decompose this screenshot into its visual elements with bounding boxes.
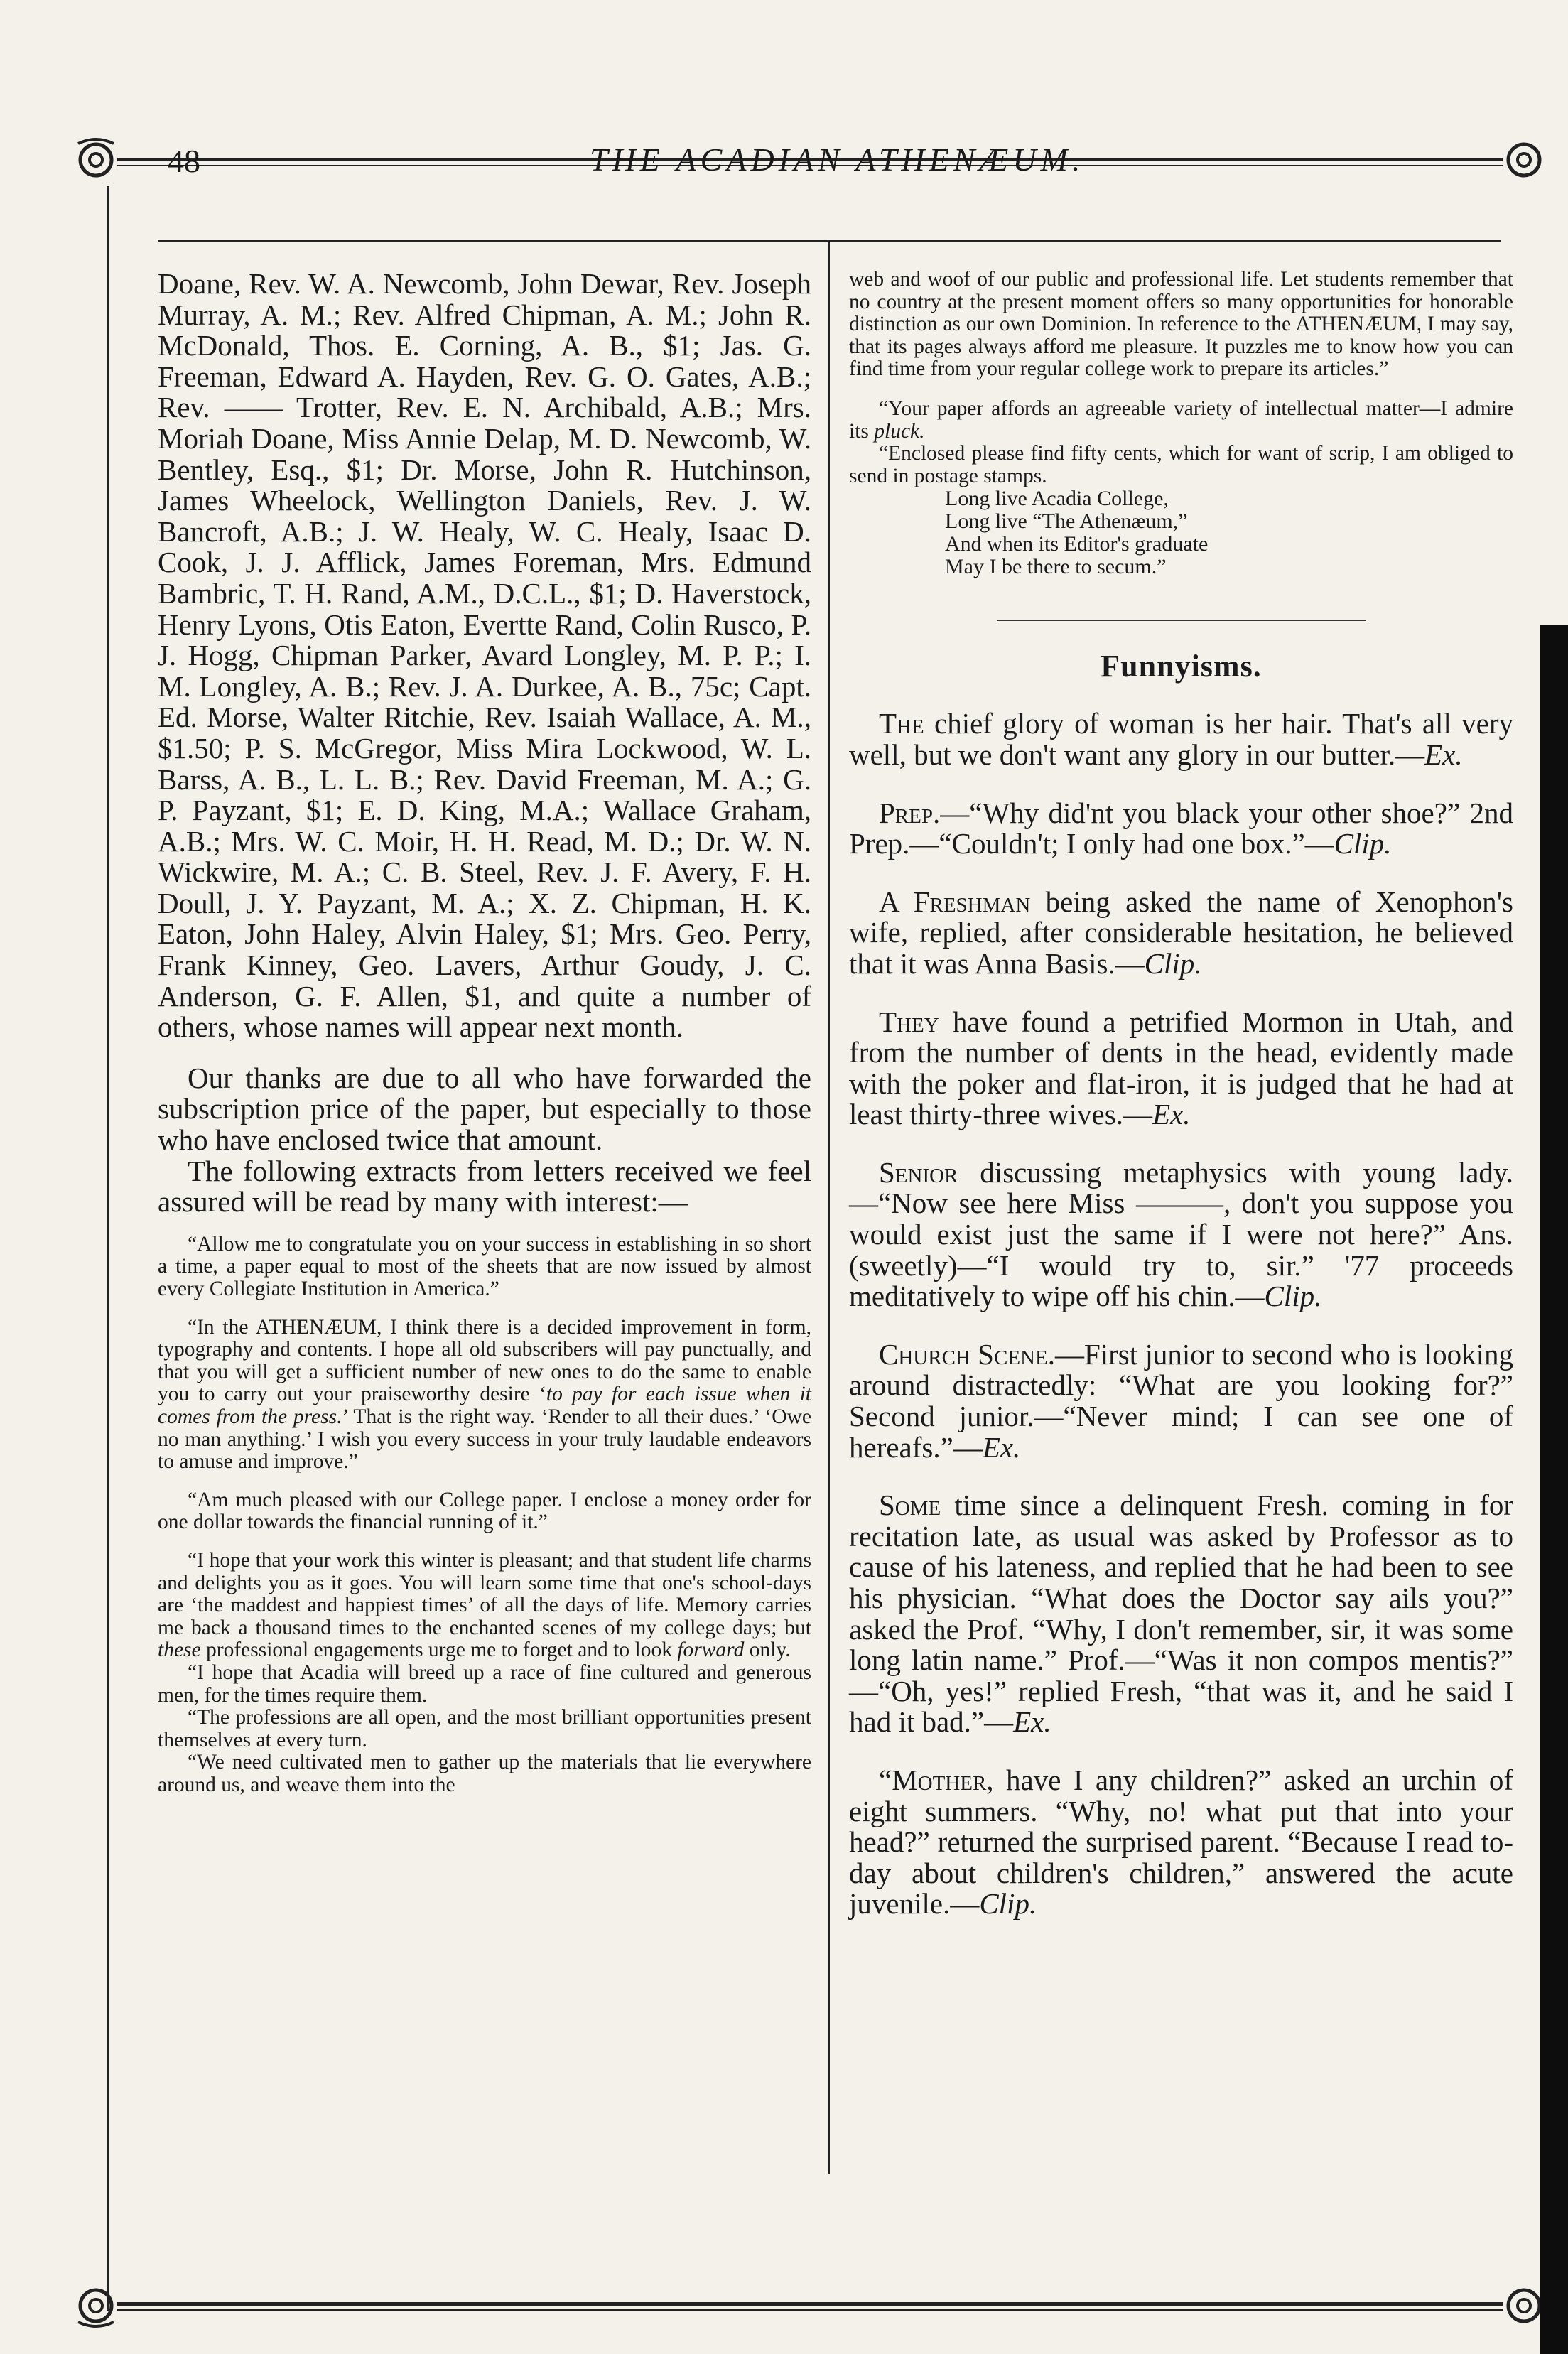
joke-item: The chief glory of woman is her hair. That's all very well, but we don't want any glory in our butter.—Ex.	[849, 707, 1513, 771]
left-column	[158, 269, 811, 1796]
poem	[945, 487, 1513, 578]
joke-item: Prep.—“Why did'nt you black your other shoe?” 2nd Prep.—“Couldn't; I only had one box.”—Clip.	[849, 796, 1513, 860]
corner-ornament-icon	[71, 135, 121, 185]
letter-quote-7: “We need cultivated men to gather up the materials that lie everywhere around us, and weave them into the	[158, 1751, 811, 1796]
left-border-rule	[107, 186, 109, 2311]
page-number: 48	[168, 143, 200, 179]
scan-edge-shadow	[1540, 625, 1568, 2354]
poem-line: Long live “The Athenæum,”	[945, 509, 1188, 534]
corner-ornament-icon	[1499, 135, 1549, 185]
letter-quote-pluck: “Your paper affords an agreeable variety of intellectual matter—I admire its pluck.	[849, 396, 1513, 443]
extracts-intro: The following extracts from letters received we feel assured will be read by many with interest:—	[158, 1154, 811, 1219]
joke-item: Senior discussing metaphysics with young lady. —“Now see here Miss ———, don't you suppose you would exist just the same if I were not here?” Ans. (sweetly)—“I would try to, sir.” '77 proceeds meditatively to wipe off his chin.—Clip.	[849, 1155, 1513, 1313]
letter-quote-1: “Allow me to congratulate you on your success in establishing in so short a time, a paper equal to most of the sheets that are now issued by almost every Collegiate Institution in America.”	[158, 1232, 811, 1300]
joke-item: They have found a petrified Mormon in Utah, and from the number of dents in the head, evidently made with the poker and flat-iron, it is judged that he had at least thirty-three wives.—Ex.	[849, 1005, 1513, 1131]
joke-item: Some time since a delinquent Fresh. coming in for recitation late, as usual was asked by Professor as to cause of his lateness, and replied that he had been to see his physician. “What does the Doctor say ails you?” asked the Prof. “Why, I don't remember, sir, it was some long latin name.” Prof.—“Was it non compos mentis?” —“Oh, yes!” replied Fresh, “that was it, and he said I had it bad.”—Ex.	[849, 1489, 1513, 1739]
joke-item: A Freshman being asked the name of Xenophon's wife, replied, after considerable hesitation, he believed that it was Anna Basis.—Clip.	[849, 885, 1513, 980]
thanks-paragraph: Our thanks are due to all who have forwarded the subscription price of the paper, but especially to those who have enclosed twice that amount.	[158, 1061, 811, 1157]
joke-item: “Mother, have I any children?” asked an urchin of eight summers. “Why, no! what put that into your head?” returned the surprised parent. “Because I read to-day about children's children,” answered the acute juvenile.—Clip.	[849, 1763, 1513, 1921]
poem-line: And when its Editor's graduate	[945, 532, 1209, 556]
letter-quote-2: “In the ATHENÆUM, I think there is a decided improvement in form, typography and contents. I hope all old subscribers will pay punctually, and that you will get a sufficient number of new ones to do the same to enable you to carry out your praiseworthy desire ‘to pay for each issue when it comes from the press.’ That is the right way. ‘Render to all their dues.’ ‘Owe no man anything.’ I wish you every success in your truly laudable endeavors to amuse and improve.”	[158, 1315, 812, 1474]
letter-continued: web and woof of our public and professional life. Let students remember that no country at the present moment offers so many opportunities for honorable distinction as our own Dominion. In reference to the ATHENÆUM, I may say, that its pages always afford me pleasure. It puzzles me to know how you can find time from your regular college work to prepare its articles.”	[849, 268, 1513, 381]
bottom-border-rule-thin	[117, 2309, 1503, 2311]
letter-quote-enclosed: “Enclosed please find fifty cents, which for want of scrip, I am obliged to send in postage stamps.	[849, 442, 1513, 487]
funnyisms-heading: Funnyisms.	[1101, 649, 1262, 684]
joke-item: Church Scene.—First junior to second who is looking around distractedly: “What are you looking for?” Second junior.—“Never mind; I can see one of hereafs.”—Ex.	[849, 1337, 1513, 1464]
column-divider	[828, 242, 830, 2174]
subscriber-names: Doane, Rev. W. A. Newcomb, John Dewar, Rev. Joseph Murray, A. M.; Rev. Alfred Chipman, A. M.; John R. McDonald, Thos. E. Corning, A. B., $1; Jas. G. Freeman, Edward A. Hayden, Rev. G. O. Gates, A.B.; Rev. —— Trotter, Rev. E. N. Archibald, A.B.; Mrs. Moriah Doane, Miss Annie Delap, M. D. Newcomb, W. Bentley, Esq., $1; Dr. Morse, John R. Hutchinson, James Wheelock, Wellington Daniels, Rev. J. W. Bancroft, A.B.; J. W. Healy, W. C. Healy, Isaac D. Cook, J. J. Afflick, James Foreman, Mrs. Edmund Bambric, T. H. Rand, A.M., D.C.L., $1; D. Haverstock, Henry Lyons, Otis Eaton, Evertte Rand, Colin Rusco, P. J. Hogg, Chipman Parker, Avard Longley, M. P. P.; I. M. Longley, A. B.; Rev. J. A. Durkee, A. B., 75c; Capt. Ed. Morse, Walter Ritchie, Rev. Isaiah Wallace, A. M., $1.50; P. S. McGregor, Miss Mira Lockwood, W. L. Barss, A. B., L. L. B.; Rev. David Freeman, M. A.; G. P. Payzant, $1; E. D. King, M.A.; Wallace Graham, A.B.; Mrs. W. C. Moir, H. H. Read, M. D.; Dr. W. N. Wickwire, M. A.; C. B. Steel, Rev. J. F. Avery, F. H. Doull, J. Y. Payzant, M. A.; X. Z. Chipman, H. K. Eaton, John Haley, Alvin Haley, $1; Mrs. Geo. Perry, Frank Kinney, Geo. Lavers, Arthur Goudy, J. C. Anderson, G. F. Allen, $1, and quite a number of others, whose names will appear next month.	[158, 267, 811, 1044]
section-separator	[997, 620, 1366, 621]
letter-quote-6: “The professions are all open, and the most brilliant opportunities present themselves at every turn.	[158, 1706, 811, 1751]
letter-quote-4: “I hope that your work this winter is pleasant; and that student life charms and delights you as it goes. You will learn some time that one's school-days are ‘the maddest and happiest times’ of all the days of life. Memory carries me back a thousand times to the enchanted scenes of my college days; but these professional engagements urge me to forget and to look forward only.	[158, 1548, 811, 1662]
letter-quote-5: “I hope that Acadia will breed up a race of fine cultured and generous men, for the times require them.	[158, 1661, 811, 1707]
poem-line: Long live Acadia College,	[945, 487, 1169, 511]
masthead-title: THE ACADIAN ATHENÆUM.	[590, 141, 1085, 178]
bottom-border-rule	[117, 2302, 1503, 2306]
poem-line: May I be there to secum.”	[945, 555, 1167, 579]
corner-ornament-icon	[71, 2281, 121, 2331]
right-column	[849, 269, 1513, 1920]
letter-quote-3: “Am much pleased with our College paper. I enclose a money order for one dollar towards the financial running of it.”	[158, 1488, 811, 1534]
